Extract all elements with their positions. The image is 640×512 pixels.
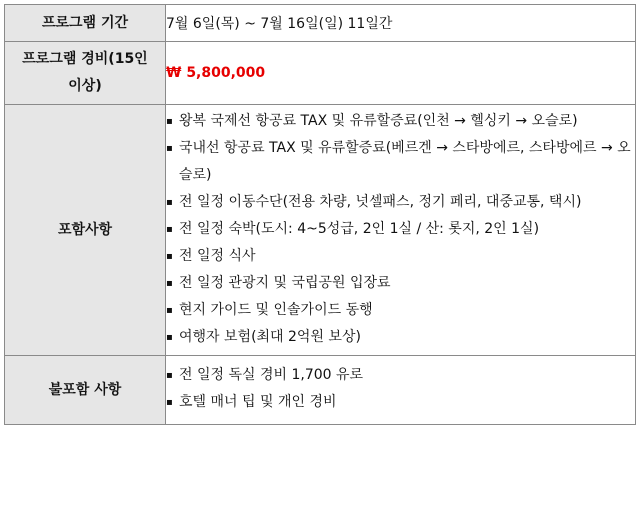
item-text: 전 일정 이동수단(전용 차량, 넛셀패스, 정기 페리, 대중교통, 택시) [179,194,582,210]
included-list [166,105,635,355]
label-program-period: 프로그램 기간 [5,5,166,42]
list-item [166,297,635,324]
list-item [166,216,635,243]
list-item [166,189,635,216]
item-text: 국내선 항공료 TAX 및 유류할증료(베르겐 → 스타방에르, 스타방에르 → 오슬로) [179,140,631,183]
list-item [166,243,635,270]
list-item [166,108,635,135]
bullet-icon: ▪ [166,305,173,316]
item-text: 전 일정 식사 [179,248,256,264]
program-info-table [4,4,636,425]
item-text: 전 일정 숙박(도시: 4~5성급, 2인 1실 / 산: 롯지, 2인 1실) [179,221,540,237]
item-text: 왕복 국제선 항공료 TAX 및 유류할증료(인천 → 헬싱키 → 오슬로) [179,113,578,129]
label-program-cost [5,42,166,105]
list-item [166,389,635,416]
item-text: 현지 가이드 및 인솔가이드 동행 [179,302,373,318]
bullet-icon: ▪ [166,143,173,154]
row-included [5,105,636,356]
bullet-icon: ▪ [166,370,173,381]
bullet-icon: ▪ [166,224,173,235]
row-program-period [5,5,636,42]
value-excluded [166,356,636,425]
label-included: 포함사항 [5,105,166,356]
value-included [166,105,636,356]
item-text: 전 일정 독실 경비 1,700 유로 [179,367,364,383]
list-item [166,362,635,389]
label-program-cost-line1: 프로그램 경비(15인 [22,51,148,67]
value-program-period: 7월 6일(목) ~ 7월 16일(일) 11일간 [166,5,636,42]
excluded-list [166,356,635,424]
list-item [166,135,635,189]
bullet-icon: ▪ [166,278,173,289]
bullet-icon: ▪ [166,251,173,262]
row-excluded [5,356,636,425]
row-program-cost [5,42,636,105]
value-program-cost [166,42,636,105]
item-text: 호텔 매너 팁 및 개인 경비 [179,394,337,410]
bullet-icon: ▪ [166,332,173,343]
item-text: 전 일정 관광지 및 국립공원 입장료 [179,275,391,291]
label-program-cost-line2: 이상) [68,78,102,94]
item-text: 여행자 보험(최대 2억원 보상) [179,329,361,345]
bullet-icon: ▪ [166,397,173,408]
list-item [166,324,635,351]
bullet-icon: ▪ [166,197,173,208]
bullet-icon: ▪ [166,116,173,127]
list-item [166,270,635,297]
label-excluded: 불포함 사항 [5,356,166,425]
price-text: ₩ 5,800,000 [166,65,266,81]
